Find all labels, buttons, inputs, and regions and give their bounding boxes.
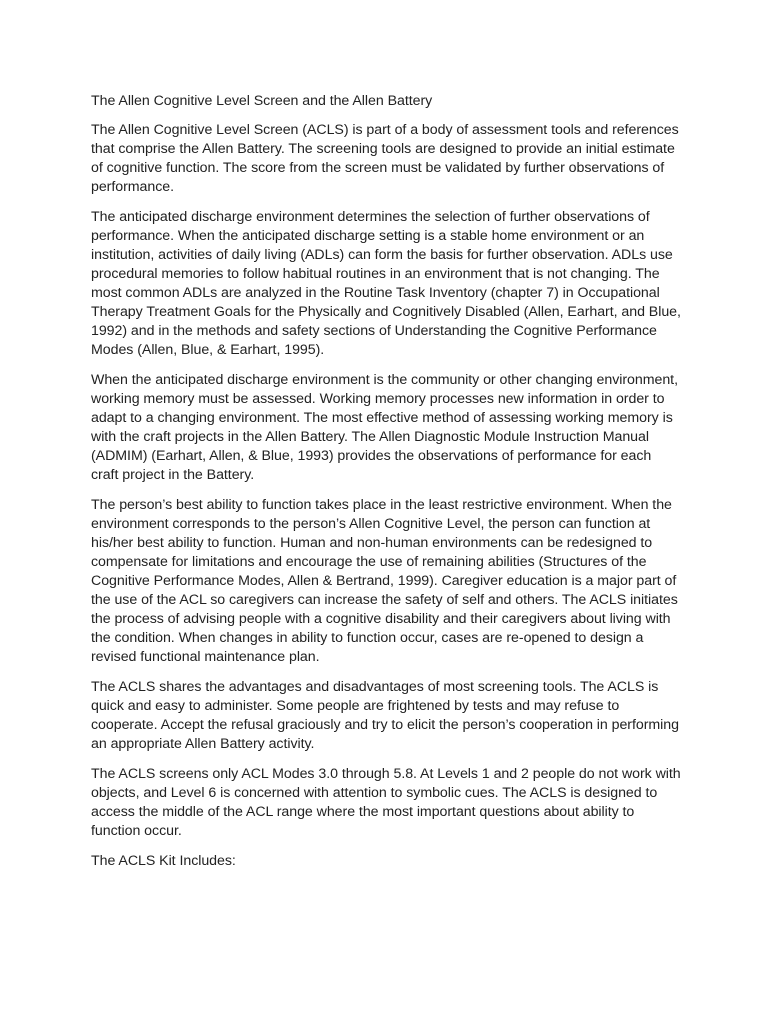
document-title: The Allen Cognitive Level Screen and the Allen Battery xyxy=(91,93,433,109)
paragraph-acls-intro: The Allen Cognitive Level Screen (ACLS) is part of a body of assessment tools and references that comprise the Allen Battery. The screening tools are designed to provide an initial estimate of cognitive function. The score from the screen must be validated by further observations of performance. xyxy=(91,122,679,195)
paragraph-working-memory: When the anticipated discharge environment is the community or other changing environment, working memory must be assessed. Working memory processes new information in order to adapt to a changing environment. The most effective method of assessing working memory is with the craft projects in the Allen Battery. The Allen Diagnostic Module Instruction Manual (ADMIM) (Earhart, Allen, & Blue, 1993) provides the observations of performance for each craft project in the Battery. xyxy=(91,372,678,483)
paragraph-discharge-environment: The anticipated discharge environment determines the selection of further observations of performance. When the anticipated discharge setting is a stable home environment or an institution, activities of daily living (ADLs) can form the basis for further observation. ADLs use procedural memories to follow habitual routines in an environment that is not changing. The most common ADLs are analyzed in the Routine Task Inventory (chapter 7) in Occupational Therapy Treatment Goals for the Physically and Cognitively Disabled (Allen, Earhart, and Blue, 1992) and in the methods and safety sections of Understanding the Cognitive Performance Modes (Allen, Blue, & Earhart, 1995). xyxy=(91,209,681,358)
paragraph-advantages: The ACLS shares the advantages and disadvantages of most screening tools. The ACLS is quick and easy to administer. Some people are frightened by tests and may refuse to cooperate. Accept the refusal graciously and try to elicit the person’s cooperation in performing an appropriate Allen Battery activity. xyxy=(91,679,679,752)
paragraph-acl-modes: The ACLS screens only ACL Modes 3.0 through 5.8. At Levels 1 and 2 people do not work with objects, and Level 6 is concerned with attention to symbolic cues. The ACLS is designed to access the middle of the ACL range where the most important questions about ability to function occur. xyxy=(91,766,681,839)
paragraph-kit-includes: The ACLS Kit Includes: xyxy=(91,853,236,869)
paragraph-best-ability: The person’s best ability to function takes place in the least restrictive environment. When the environment corresponds to the person’s Allen Cognitive Level, the person can function at his/her best ability to function. Human and non-human environments can be redesigned to compensate for limitations and encourage the use of remaining abilities (Structures of the Cognitive Performance Modes, Allen & Bertrand, 1999). Caregiver education is a major part of the use of the ACL so caregivers can increase the safety of self and others. The ACLS initiates the process of advising people with a cognitive disability and their caregivers about living with the condition. When changes in ability to function occur, cases are re-opened to design a revised functional maintenance plan. xyxy=(91,497,678,665)
document-page xyxy=(91,92,681,882)
